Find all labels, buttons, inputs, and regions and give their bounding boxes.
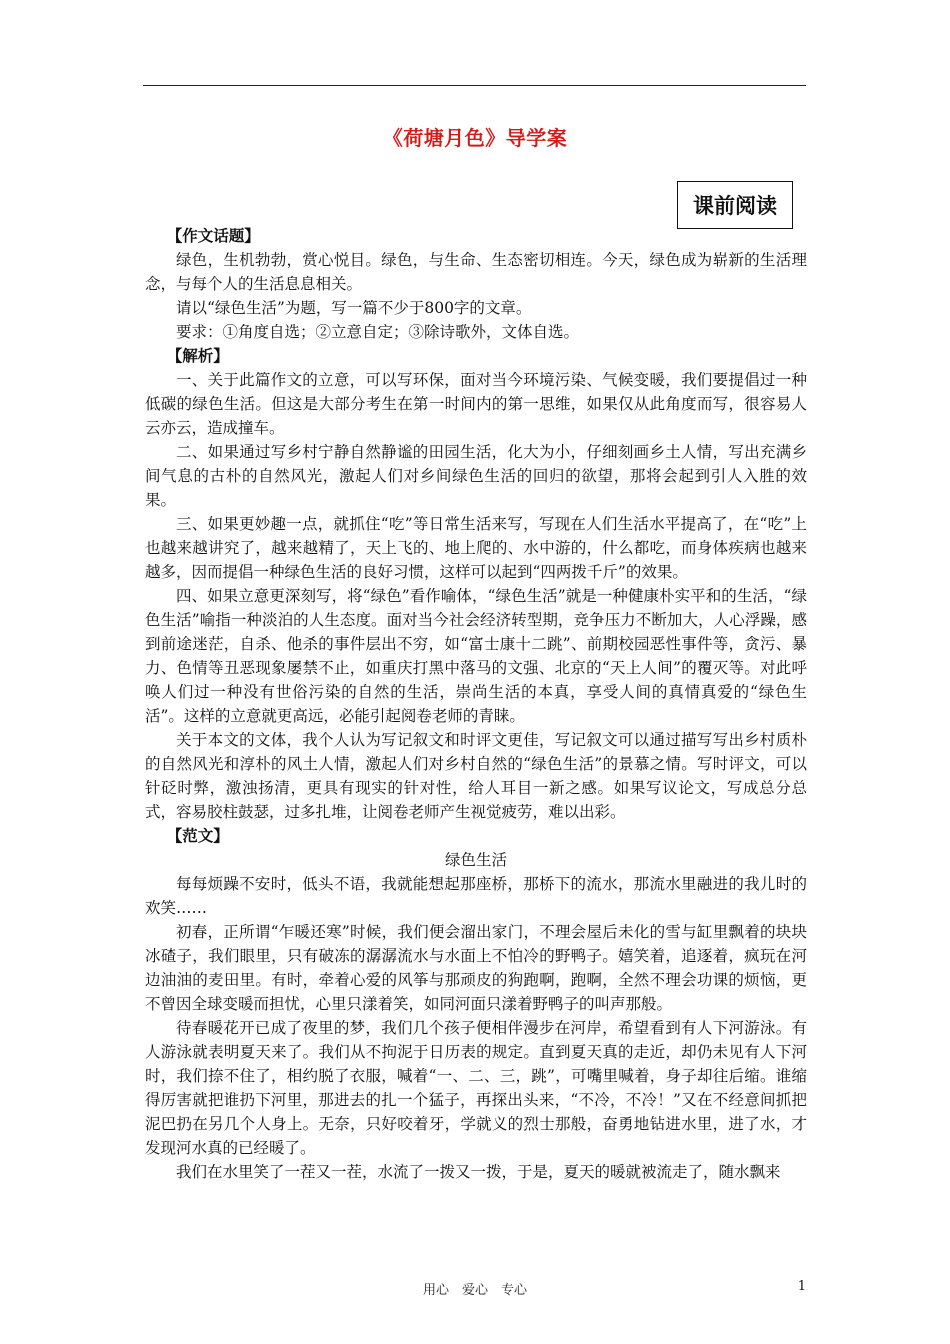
body-paragraph: 要求：①角度自选；②立意自定；③除诗歌外，文体自选。 — [176, 323, 580, 341]
section-heading: 【作文话题】 — [166, 226, 260, 245]
body-paragraph: 关于本文的文体，我个人认为写记叙文和时评文更佳，写记叙文可以通过描写写出乡村质朴的自然风光和淳朴的风土人情，激起人们对乡村自然的“绿色生活”的景慕之情。写时评文，可以针砭时弊，激浊扬清，更具有现实的针对性，给人耳目一新之感。如果写议论文，写成总分总式，容易胶柱鼓瑟，过多扎堆，让阅卷老师产生视觉疲劳，难以出彩。 — [145, 731, 807, 821]
body-paragraph: 待春暖花开已成了夜里的梦，我们几个孩子便相伴漫步在河岸，希望看到有人下河游泳。有人游泳就表明夏天来了。我们从不拘泥于日历表的规定。直到夏天真的走近，却仍未见有人下河时，我们捺不住了，相约脱了衣服，喊着“一、二、三，跳”，可嘴里喊着，身子却往后缩。谁缩得厉害就把谁扔下河里，那进去的扎一个猛子，再探出头来，“不冷，不冷！”又在不经意间抓把泥巴扔在另几个人身上。无奈，只好咬着牙，学就义的烈士那般，奋勇地钻进水里，进了水，才发现河水真的已经暖了。 — [145, 1019, 807, 1157]
document-body — [145, 224, 807, 1184]
body-paragraph: 一、关于此篇作文的立意，可以写环保，面对当今环境污染、气候变暖，我们要提倡过一种低碳的绿色生活。但这是大部分考生在第一时间内的第一思维，如果仅从此角度而写，很容易人云亦云，造成撞车。 — [145, 371, 807, 437]
body-paragraph: 二、如果通过写乡村宁静自然静谧的田园生活，化大为小，仔细刻画乡土人情，写出充满乡间气息的古朴的自然风光，激起人们对乡间绿色生活的回归的欲望，那将会起到引人入胜的效果。 — [145, 443, 807, 509]
section-heading: 【范文】 — [166, 826, 229, 845]
body-paragraph: 我们在水里笑了一茬又一茬，水流了一拨又一拨，于是，夏天的暖就被流走了，随水飘来 — [176, 1163, 781, 1181]
header-rule — [143, 85, 806, 86]
body-paragraph: 每每烦躁不安时，低头不语，我就能想起那座桥，那桥下的流水，那流水里融进的我儿时的欢笑…… — [145, 875, 807, 917]
body-paragraph: 绿色，生机勃勃，赏心悦目。绿色，与生命、生态密切相连。今天，绿色成为崭新的生活理念，与每个人的生活息息相关。 — [145, 251, 807, 293]
footer-text: 用心 爱心 专心 — [422, 1283, 527, 1298]
section-label-box: 课前阅读 — [677, 181, 793, 229]
body-paragraph: 三、如果更妙趣一点，就抓住“吃”等日常生活来写，写现在人们生活水平提高了，在“吃”上也越来越讲究了，越来越精了，天上飞的、地上爬的、水中游的，什么都吃，而身体疾病也越来越多，因而提倡一种绿色生活的良好习惯，这样可以起到“四两拨千斤”的效果。 — [145, 515, 807, 581]
body-paragraph: 请以“绿色生活”为题，写一篇不少于800字的文章。 — [176, 299, 532, 317]
body-paragraph: 初春，正所谓“乍暖还寒”时候，我们便会溜出家门，不理会屋后未化的雪与缸里飘着的块块冰碴子，我们眼里，只有破冻的潺潺流水与水面上不怕冷的野鸭子。嬉笑着，追逐着，疯玩在河边油油的麦田里。有时，牵着心爱的风筝与那顽皮的狗跑啊，跑啊，全然不理会功课的烦恼，更不曾因全球变暖而担忧，心里只漾着笑，如同河面只漾着野鸭子的叫声那般。 — [145, 923, 807, 1013]
section-heading: 【解析】 — [166, 346, 229, 365]
essay-title: 绿色生活 — [444, 851, 507, 869]
page-title: 《荷塘月色》导学案 — [382, 126, 568, 150]
page-number: 1 — [797, 1279, 806, 1294]
body-paragraph: 四、如果立意更深刻写，将“绿色”看作喻体，“绿色生活”就是一种健康朴实平和的生活，“绿色生活”喻指一种淡泊的人生态度。面对当今社会经济转型期，竞争压力不断加大，人心浮躁，感到前途迷茫，自杀、他杀的事件层出不穷，如“富士康十二跳”、前期校园恶性事件等，贪污、暴力、色情等丑恶现象屡禁不止，如重庆打黑中落马的文强、北京的“天上人间”的覆灭等。对此呼唤人们过一种没有世俗污染的自然的生活，崇尚生活的本真，享受人间的真情真爱的“绿色生活”。这样的立意就更高远，必能引起阅卷老师的青睐。 — [145, 587, 807, 725]
